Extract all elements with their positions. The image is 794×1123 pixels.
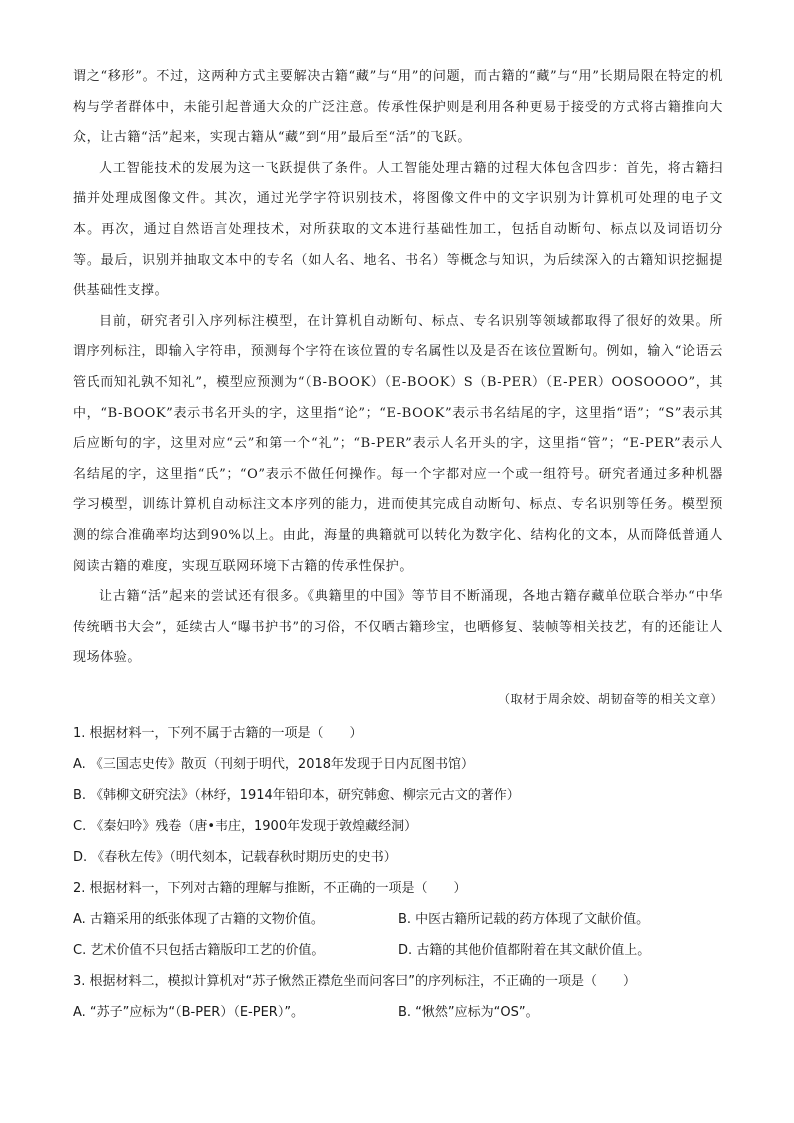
question-2-option-d: D. 古籍的其他价值都附着在其文献价值上。 bbox=[398, 943, 651, 958]
question-2-options-row-1 bbox=[73, 904, 723, 935]
question-1-stem: 1. 根据材料一，下列不属于古籍的一项是（ ） bbox=[73, 726, 363, 741]
question-2-option-c: C. 艺术价值不只包括古籍版印工艺的价值。 bbox=[73, 943, 325, 958]
question-3-options-row-1 bbox=[73, 997, 723, 1028]
question-2-option-b: B. 中医古籍所记载的药方体现了文献价值。 bbox=[398, 912, 650, 927]
paragraph-2: 人工智能技术的发展为这一飞跃提供了条件。人工智能处理古籍的过程大体包含四步：首先，将古籍扫描并处理成图像文件。其次，通过光学字符识别技术，将图像文件中的文字识别为计算机可处理的电子文本。再次，通过自然语言处理技术，对所获取的文本进行基础性加工，包括自动断句、标点以及词语切分等。最后，识别并抽取文本中的专名（如人名、地名、书名）等概念与知识，为后续深入的古籍知识挖掘提供基础性支撑。 bbox=[73, 160, 723, 299]
question-3-stem: 3. 根据材料二，模拟计算机对“苏子愀然正襟危坐而问客曰”的序列标注，不正确的一项是（ ） bbox=[73, 974, 637, 989]
question-1-option-c: C. 《秦妇吟》残卷（唐•韦庄，1900年发现于敦煌藏经洞） bbox=[73, 819, 418, 834]
source-citation: （取材于周余姣、胡韧奋等的相关文章） bbox=[497, 692, 723, 706]
question-1-option-a: A. 《三国志史传》散页（刊刻于明代，2018年发现于日内瓦图书馆） bbox=[73, 757, 475, 772]
reading-passage bbox=[73, 62, 723, 674]
paragraph-4: 让古籍“活”起来的尝试还有很多。《典籍里的中国》等节目不断涌现，各地古籍存藏单位联合举办“中华传统晒书大会”，延续古人“曝书护书”的习俗，不仅晒古籍珍宝，也晒修复、装帧等相关技艺，有的还能让人现场体验。 bbox=[73, 589, 723, 666]
question-2-stem: 2. 根据材料一，下列对古籍的理解与推断，不正确的一项是（ ） bbox=[73, 881, 467, 896]
question-2-option-a: A. 古籍采用的纸张体现了古籍的文物价值。 bbox=[73, 912, 324, 927]
question-1-option-b: B. 《韩柳文研究法》（林纾，1914年铅印本，研究韩愈、柳宗元古文的著作） bbox=[73, 788, 520, 803]
paragraph-1: 谓之“移形”。不过，这两种方式主要解决古籍“藏”与“用”的问题，而古籍的“藏”与“用”长期局限在特定的机构与学者群体中，未能引起普通大众的广泛注意。传承性保护则是利用各种更易于接受的方式将古籍推向大众，让古籍“活”起来，实现古籍从“藏”到“用”最后至“活”的飞跃。 bbox=[73, 69, 723, 146]
question-3-option-b: B. “愀然”应标为“OS”。 bbox=[398, 1005, 539, 1020]
question-3-option-a: A. “苏子”应标为“（B-PER）（E-PER）”。 bbox=[73, 1005, 305, 1020]
question-1-option-d: D. 《春秋左传》（明代刻本，记载春秋时期历史的史书） bbox=[73, 850, 397, 865]
question-2-options-row-2 bbox=[73, 935, 723, 966]
paragraph-3: 目前，研究者引入序列标注模型，在计算机自动断句、标点、专名识别等领域都取得了很好的效果。所谓序列标注，即输入字符串，预测每个字符在该位置的专名属性以及是否在该位置断句。例如，输入“论语云管氏而知礼孰不知礼”，模型应预测为“（B-BOOK）（E-BOOK）S（B-PER）（E-PER）OOSOOOO”，其中，“B-BOOK”表示书名开头的字，这里指“论”；“E-BOOK”表示书名结尾的字，这里指“语”；“S”表示其后应断句的字，这里对应“云”和第一个“礼”；“B-PER”表示人名开头的字，这里指“管”；“E-PER”表示人名结尾的字，这里指“氏”；“O”表示不做任何操作。每一个字都对应一个或一组符号。研究者通过多种机器学习模型，训练计算机自动标注文本序列的能力，进而使其完成自动断句、标点、专名识别等任务。模型预测的综合准确率均达到90%以上。由此，海量的典籍就可以转化为数字化、结构化的文本，从而降低普通人阅读古籍的难度，实现互联网环境下古籍的传承性保护。 bbox=[73, 313, 723, 574]
question-list bbox=[73, 718, 723, 1028]
